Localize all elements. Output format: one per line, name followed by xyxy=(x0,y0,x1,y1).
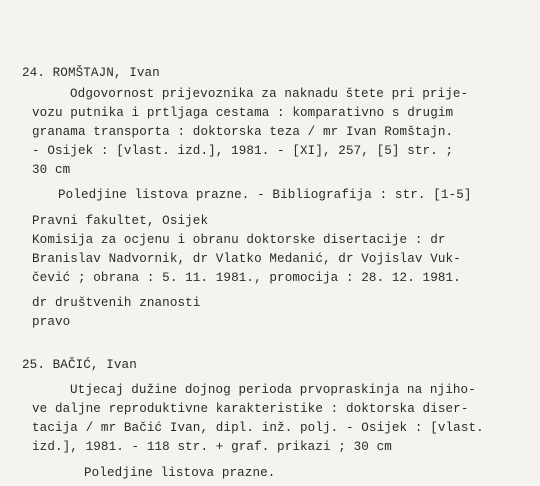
entry-24-title-line: - Osijek : [vlast. izd.], 1981. - [XI], 257, [5] str. ; xyxy=(32,144,454,158)
entry-24-degree: dr društvenih znanosti xyxy=(32,296,201,310)
entry-24-heading: 24. ROMŠTAJN, Ivan xyxy=(22,66,160,80)
entry-25-title-line: tacija / mr Bačić Ivan, dipl. inž. polj. - Osijek : [vlast. xyxy=(32,421,484,435)
entry-24-committee-line: Branislav Nadvornik, dr Vlatko Medanić, dr Vojislav Vuk- xyxy=(32,252,461,266)
entry-24-institution: Pravni fakultet, Osijek xyxy=(32,214,209,228)
entry-24-title-line: 30 cm xyxy=(32,163,71,177)
entry-24-committee-line: Komisija za ocjenu i obranu doktorske disertacije : dr xyxy=(32,233,446,247)
entry-24-title-line: granama transporta : doktorska teza / mr Ivan Romštajn. xyxy=(32,125,454,139)
entry-25-heading: 25. BAČIĆ, Ivan xyxy=(22,358,137,372)
entry-25-title-line: izd.], 1981. - 118 str. + graf. prikazi ; 30 cm xyxy=(32,440,392,454)
entry-24-title-line: vozu putnika i prtljaga cestama : komparativno s drugim xyxy=(32,106,454,120)
entry-24-committee-line: čević ; obrana : 5. 11. 1981., promocija : 28. 12. 1981. xyxy=(32,271,461,285)
entry-24-title-line: Odgovornost prijevoznika za naknadu štete pri prije- xyxy=(70,87,469,101)
entry-25-note: Poledjine listova prazne. xyxy=(84,466,276,480)
entry-24-note: Poledjine listova prazne. - Bibliografija : str. [1-5] xyxy=(58,188,472,202)
entry-25-title-line: ve daljne reproduktivne karakteristike : doktorska diser- xyxy=(32,402,469,416)
entry-25-title-line: Utjecaj dužine dojnog perioda prvopraskinja na njiho- xyxy=(70,383,476,397)
entry-24-field: pravo xyxy=(32,315,71,329)
